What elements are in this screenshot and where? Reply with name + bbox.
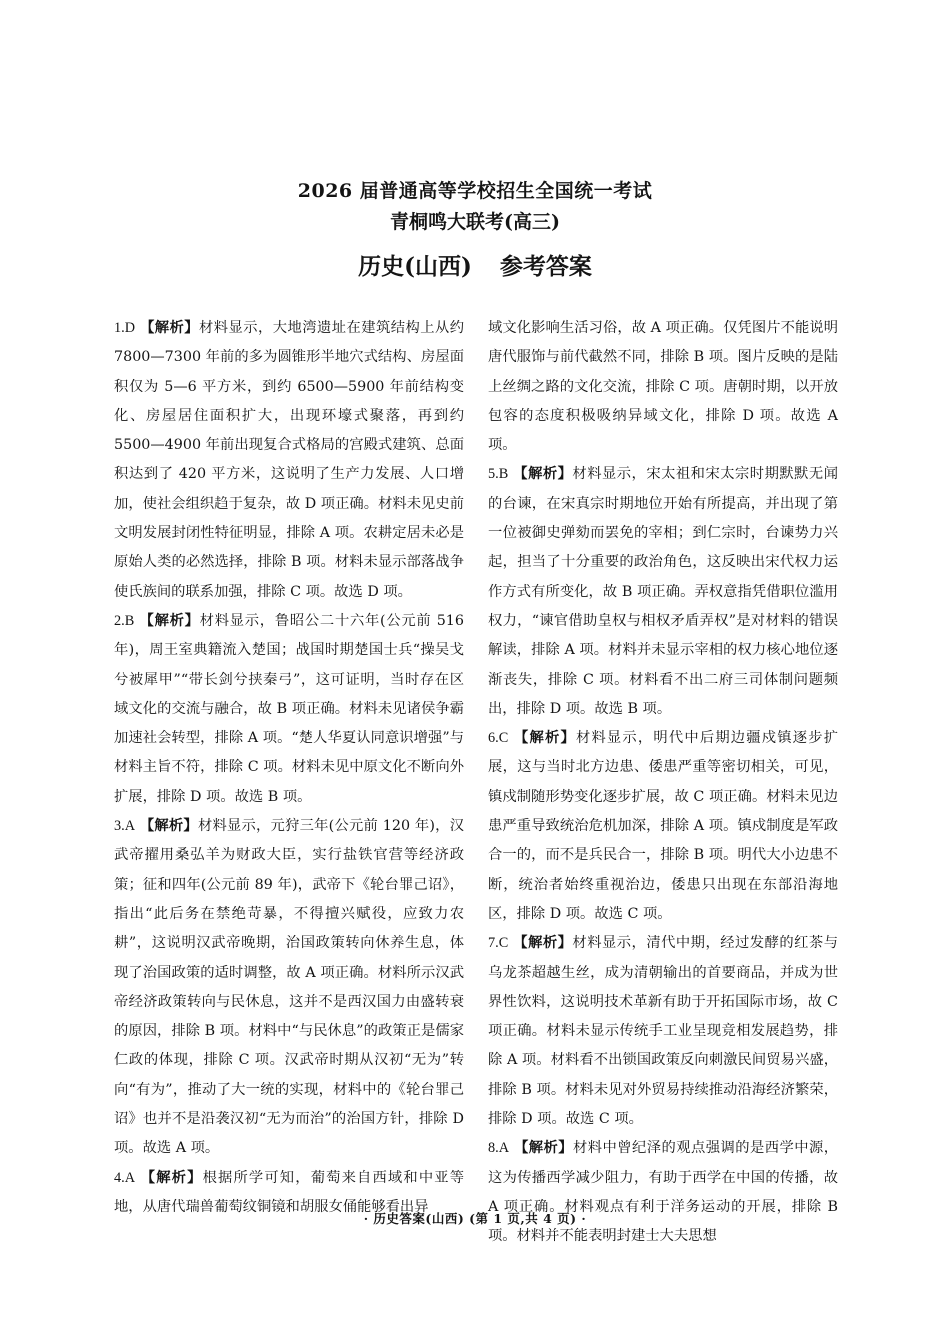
item-text: 材料显示，鲁昭公二十六年(公元前 516 年)，周王室典籍流入楚国；战国时期楚国士兵“操吴戈兮被犀甲”“带长剑兮挟秦弓”，这可证明，当时存在区域文化的交流与融合，故 B 项正确。材料未见诸侯争霸加速社会转型，排除 A 项。“楚人华夏认同意识增强”与材料主旨不符，排除 C 项。材料未见中原文化不断向外扩展，排除 D 项。故选 B 项。 — [114, 612, 464, 805]
answer-label: 参考答案 — [499, 253, 592, 280]
analysis-tag: 【解析】 — [140, 1169, 203, 1186]
document-header — [0, 178, 950, 284]
item-text: 材料显示，元狩三年(公元前 120 年)，汉武帝擢用桑弘羊为财政大臣，实行盐铁官营等经济政策；征和四年(公元前 89 年)，武帝下《轮台罪己诏》，指出“此后务在禁绝苛暴，不得擅兴赋役，应致力农耕”，这说明汉武帝晚期，治国政策转向休养生息，体现了治国政策的适时调整，故 A 项正确。材料所示汉武帝经济政策转向与民休息，这并不是西汉国力由盛转衰的原因，排除 B 项。材料中“与民休息”的政策正是儒家仁政的体现，排除 C 项。汉武帝时期从汉初“无为”转向“有为”，推动了大一统的实现，材料中的《轮台罪己诏》也并不是沿袭汉初“无为而治”的治国方针，排除 D 项。故选 A 项。 — [114, 818, 464, 1157]
item-number: 1.D — [114, 320, 136, 336]
exam-title: 2026 届普通高等学校招生全国统一考试 — [297, 180, 653, 202]
answer-item-2 — [114, 607, 464, 812]
analysis-tag: 【解析】 — [514, 1140, 574, 1157]
answer-item-6 — [488, 724, 838, 929]
item-number: 3.A — [114, 818, 136, 835]
item-number: 6.C — [488, 730, 509, 747]
answer-item-8 — [488, 1134, 838, 1251]
analysis-tag: 【解析】 — [513, 466, 573, 483]
item-number: 5.B — [488, 466, 509, 483]
item-number: 8.A — [488, 1140, 510, 1157]
exam-subtitle: 青桐鸣大联考(高三) — [390, 211, 560, 233]
analysis-tag: 【解析】 — [139, 818, 198, 835]
analysis-tag: 【解析】 — [140, 320, 200, 336]
item-text: 域文化影响生活习俗，故 A 项正确。仅凭图片不能说明唐代服饰与前代截然不同，排除 B 项。图片反映的是陆上丝绸之路的文化交流，排除 C 项。唐朝时期，以开放包容的态度积极吸纳异域文化，排除 D 项。故选 A 项。 — [488, 320, 838, 454]
analysis-tag: 【解析】 — [513, 935, 573, 952]
analysis-tag: 【解析】 — [514, 730, 576, 747]
page-footer: · 历史答案(山西) (第 1 页,共 4 页) · — [363, 1211, 587, 1226]
right-column — [488, 314, 838, 1252]
answer-item-3 — [114, 812, 464, 1164]
answer-item-1 — [114, 314, 464, 607]
answer-item-7 — [488, 929, 838, 1134]
item-text: 材料显示，宋太祖和宋太宗时期默默无闻的台谏，在宋真宗时期地位开始有所提高，并出现了第一位被御史弹劾而罢免的宰相；到仁宗时，台谏势力兴起，担当了十分重要的政治角色，这反映出宋代权力运作方式有所变化，故 B 项正确。弄权意指凭借职位滥用权力，“谏官借助皇权与相权矛盾弄权”是对材料的错误解读，排除 A 项。材料并未显示宰相的权力核心地位逐渐丧失，排除 C 项。材料看不出二府三司体制问题频出，排除 D 项。故选 B 项。 — [488, 466, 838, 717]
item-text: 材料显示，清代中期，经过发酵的红茶与乌龙茶超越生丝，成为清朝输出的首要商品，并成为世界性饮料，这说明技术革新有助于开拓国际市场，故 C 项正确。材料未显示传统手工业呈现竞相发展趋势，排除 A 项。材料看不出锁国政策反向刺激民间贸易兴盛，排除 B 项。材料未见对外贸易持续推动沿海经济繁荣，排除 D 项。故选 C 项。 — [488, 935, 838, 1128]
item-number: 7.C — [488, 935, 509, 952]
analysis-tag: 【解析】 — [139, 612, 200, 629]
item-number: 2.B — [114, 612, 135, 629]
answer-item-4-continued — [488, 314, 838, 460]
item-text: 材料中曾纪泽的观点强调的是西学中源，这为传播西学减少阻力，有助于西学在中国的传播，故 A 项正确。材料观点有利于洋务运动的开展，排除 B 项。材料并不能表明封建士大夫思想 — [488, 1140, 839, 1245]
item-text: 材料显示，大地湾遗址在建筑结构上从约 7800—7300 年前的多为圆锥形半地穴式结构、房屋面积仅为 5—6 平方米，到约 6500—5900 年前结构变化、房屋居住面积扩大，出现环壕式聚落，再到约 5500—4900 年前出现复合式格局的宫殿式建筑、总面积达到了 420 平方米，这说明了生产力发展、人口增加，使社会组织趋于复杂，故 D 项正确。材料未见史前文明发展封闭性特征明显，排除 A 项。农耕定居未必是原始人类的必然选择，排除 B 项。材料未显示部落战争使氏族间的联系加强，排除 C 项。故选 D 项。 — [114, 320, 465, 600]
subject-name: 历史(山西) — [358, 253, 472, 280]
item-text: 材料显示，明代中后期边疆戍镇逐步扩展，这与当时北方边患、倭患严重等密切相关，可见，镇戍制随形势变化逐步扩展，故 C 项正确。材料未见边患严重导致统治危机加深，排除 A 项。镇戍制度是军政合一的，而不是兵民合一，排除 B 项。明代大小边患不断，统治者始终重视治边，倭患只出现在东部沿海地区，排除 D 项。故选 C 项。 — [488, 730, 839, 922]
subject-heading — [0, 250, 950, 284]
answer-item-5 — [488, 460, 838, 724]
left-column — [114, 314, 464, 1222]
item-number: 4.A — [114, 1169, 136, 1186]
item-text: 根据所学可知，葡萄来自西域和中亚等地，从唐代瑞兽葡萄纹铜镜和胡服女俑能够看出异 — [114, 1169, 465, 1215]
